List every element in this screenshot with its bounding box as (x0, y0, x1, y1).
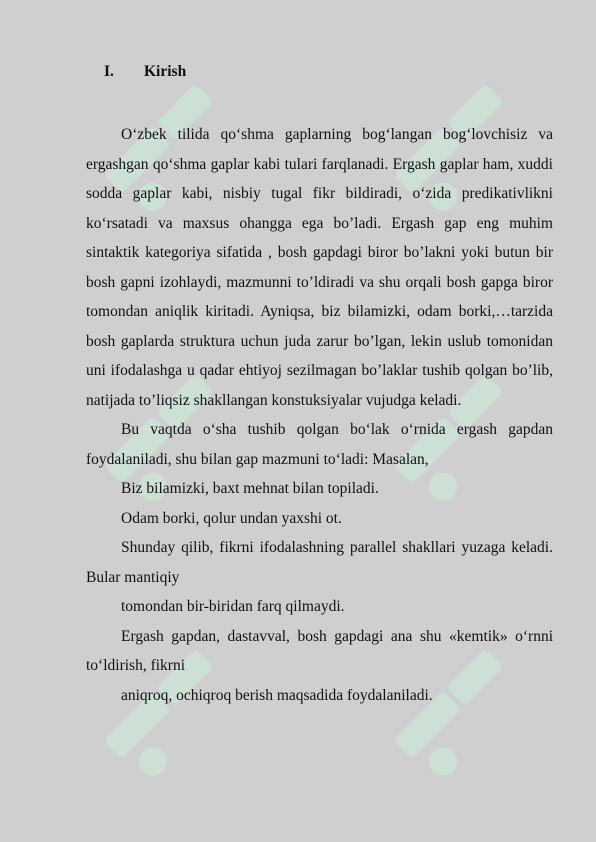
example-sentence: Odam borki, qolur undan yaxshi ot. (121, 509, 342, 527)
document-body (86, 120, 553, 710)
paragraph: Shunday qilib, fikrni ifodalashning parallel shakllari yuzaga keladi. Bular mantiqiy (86, 539, 553, 586)
section-title: Kirish (144, 63, 187, 80)
section-heading (104, 62, 186, 82)
paragraph: Ergash gapdan, dastavval, bosh gapdagi ana shu «kemtik» o‘rnni to‘ldirish, fikrni (86, 627, 553, 674)
paragraph: aniqroq, ochiqroq berish maqsadida foydalaniladi. (121, 686, 433, 704)
section-number: I. (104, 63, 114, 80)
example-sentence: Biz bilamizki, baxt mehnat bilan topiladi. (121, 480, 379, 497)
paragraph: Bu vaqtda o‘sha tushib qolgan bo‘lak o‘rnida ergash gapdan foydalaniladi, shu bilan gap mazmuni to‘ladi: Masalan, (86, 421, 553, 468)
paragraph: O‘zbek tilida qo‘shma gaplarning bog‘langan bog‘lovchisiz va ergashgan qo‘shma gaplar kabi tulari farqlanadi. Ergash gaplar ham, xuddi sodda gaplar kabi, nisbiy tugal fikr bildiradi, o‘zida predikativlikni ko‘rsatadi va maxsus ohangga ega bo’ladi. Ergash gap eng muhim sintaktik kategoriya sifatida , bosh gapdagi biror bo’lakni yoki butun bir bosh gapni izohlaydi, mazmunni to’ldiradi va shu orqali bosh gapga biror tomondan aniqlik kiritadi. Ayniqsa, biz bilamizki, odam borki,…tarzida bosh gaplarda struktura uchun juda zarur bo’lgan, lekin uslub tomonidan uni ifodalashga u qadar ehtiyoj sezilmagan bo’laklar tushib qolgan bo’lib, natijada to’liqsiz shakllangan konstuksiyalar vujudga keladi. (86, 126, 553, 409)
paragraph: tomondan bir-biridan farq qilmaydi. (121, 598, 345, 615)
